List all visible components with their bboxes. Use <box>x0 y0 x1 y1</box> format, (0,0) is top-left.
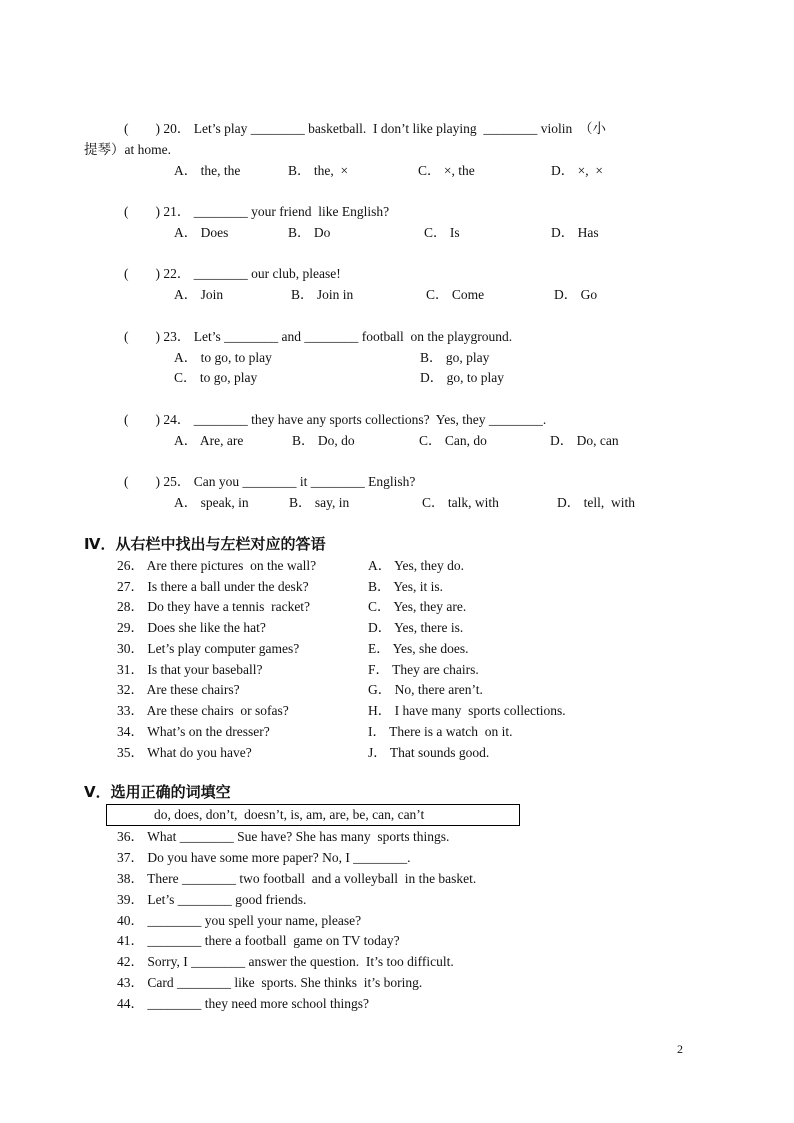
question-20: ( ) 20． Let’s play ________ basketball. I don’t like playing ________ violin （小 <box>124 121 606 136</box>
option-23-a: A． to go, to play <box>174 350 272 365</box>
option-24-c: C． Can, do <box>419 433 487 448</box>
option-23-c: C． to go, play <box>174 370 258 385</box>
option-20-d: D． ×, × <box>551 163 603 178</box>
match-left-33: 33． Are these chairs or sofas? <box>117 703 289 718</box>
option-24-a: A． Are, are <box>174 433 244 448</box>
match-left-26: 26． Are there pictures on the wall? <box>117 558 317 573</box>
fill-item-38: 38． There ________ two football and a volleyball in the basket. <box>117 871 477 886</box>
question-23: ( ) 23． Let’s ________ and ________ football on the playground. <box>124 329 513 344</box>
option-22-d: D． Go <box>554 287 598 302</box>
match-left-32: 32． Are these chairs? <box>117 682 240 697</box>
option-21-a: A． Does <box>174 225 229 240</box>
question-21: ( ) 21． ________ your friend like English? <box>124 204 390 219</box>
fill-item-44: 44． ________ they need more school things? <box>117 996 369 1011</box>
match-left-35: 35． What do you have? <box>117 745 252 760</box>
match-right-f: F． They are chairs. <box>368 662 479 677</box>
fill-item-37: 37． Do you have some more paper? No, I ________. <box>117 850 411 865</box>
match-right-j: J． That sounds good. <box>368 745 490 760</box>
option-24-d: D． Do, can <box>550 433 619 448</box>
fill-item-39: 39． Let’s ________ good friends. <box>117 892 307 907</box>
option-22-b: B． Join in <box>291 287 354 302</box>
option-21-d: D． Has <box>551 225 599 240</box>
match-left-30: 30． Let’s play computer games? <box>117 641 300 656</box>
option-21-c: C． Is <box>424 225 460 240</box>
match-left-34: 34． What’s on the dresser? <box>117 724 270 739</box>
question-25: ( ) 25． Can you ________ it ________ English? <box>124 474 416 489</box>
match-left-31: 31． Is that your baseball? <box>117 662 263 677</box>
fill-item-41: 41． ________ there a football game on TV today? <box>117 933 400 948</box>
fill-item-36: 36． What ________ Sue have? She has many sports things. <box>117 829 450 844</box>
match-right-e: E． Yes, she does. <box>368 641 469 656</box>
question-22: ( ) 22． ________ our club, please! <box>124 266 341 281</box>
match-right-a: A． Yes, they do. <box>368 558 465 573</box>
option-22-a: A． Join <box>174 287 224 302</box>
match-right-h: H． I have many sports collections. <box>368 703 566 718</box>
match-right-c: C． Yes, they are. <box>368 599 467 614</box>
word-bank-text: do, does, don’t, doesn’t, is, am, are, be, can, can’t <box>154 807 425 822</box>
fill-item-40: 40． ________ you spell your name, please? <box>117 913 362 928</box>
match-right-d: D． Yes, there is. <box>368 620 464 635</box>
option-20-b: B． the, × <box>288 163 349 178</box>
fill-item-42: 42． Sorry, I ________ answer the question. It’s too difficult. <box>117 954 454 969</box>
option-21-b: B． Do <box>288 225 331 240</box>
match-left-27: 27． Is there a ball under the desk? <box>117 579 309 594</box>
question-20-continuation: 提琴）at home. <box>84 142 171 157</box>
page-number: 2 <box>677 1042 683 1056</box>
section-4-heading: Ⅳ．从右栏中找出与左栏对应的答语 <box>84 535 326 553</box>
match-right-i: I． There is a watch on it. <box>368 724 513 739</box>
option-24-b: B． Do, do <box>292 433 355 448</box>
option-23-d: D． go, to play <box>420 370 504 385</box>
option-23-b: B． go, play <box>420 350 490 365</box>
match-left-29: 29． Does she like the hat? <box>117 620 266 635</box>
word-bank-box <box>106 804 520 826</box>
option-20-a: A． the, the <box>174 163 241 178</box>
option-20-c: C． ×, the <box>418 163 475 178</box>
fill-item-43: 43． Card ________ like sports. She thinks it’s boring. <box>117 975 423 990</box>
option-22-c: C． Come <box>426 287 485 302</box>
match-left-28: 28． Do they have a tennis racket? <box>117 599 311 614</box>
option-25-b: B． say, in <box>289 495 350 510</box>
question-24: ( ) 24． ________ they have any sports collections? Yes, they ________. <box>124 412 547 427</box>
section-5-heading: Ⅴ．选用正确的词填空 <box>84 783 231 801</box>
option-25-a: A． speak, in <box>174 495 249 510</box>
option-25-c: C． talk, with <box>422 495 499 510</box>
match-right-g: G． No, there aren’t. <box>368 682 483 697</box>
option-25-d: D． tell, with <box>557 495 635 510</box>
match-right-b: B． Yes, it is. <box>368 579 444 594</box>
